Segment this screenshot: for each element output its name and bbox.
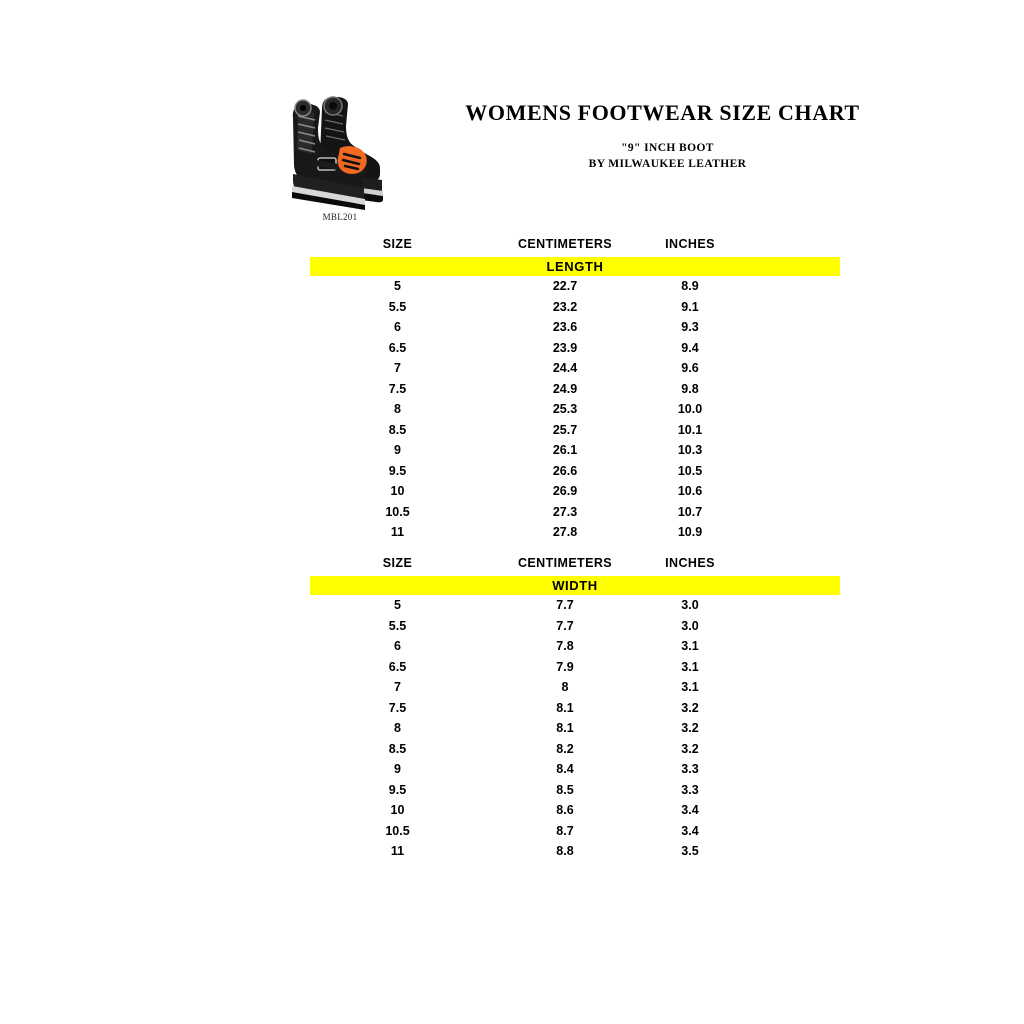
- cell-size: 10: [390, 803, 405, 817]
- cell-size: 8: [394, 402, 401, 416]
- table-row: [310, 338, 840, 359]
- cell-spacer: [735, 502, 840, 523]
- cell-size: 9.5: [388, 782, 407, 797]
- cell-centimeters: 8.8: [556, 844, 574, 858]
- cell-spacer: [735, 821, 840, 842]
- cell-centimeters: 8.1: [556, 721, 574, 735]
- section-band-label: LENGTH: [310, 257, 840, 276]
- cell-spacer: [735, 297, 840, 318]
- cell-inches: 3.3: [681, 782, 699, 797]
- cell-size: 5.5: [388, 618, 407, 633]
- cell-spacer: [735, 317, 840, 338]
- cell-inches: 3.0: [681, 598, 699, 612]
- table-row: [310, 739, 840, 760]
- subtitle-brand: BY MILWAUKEE LEATHER: [588, 158, 747, 170]
- table-row: [310, 657, 840, 678]
- cell-size: 10: [390, 484, 405, 498]
- width-size-table: [310, 553, 840, 862]
- table-row: [310, 379, 840, 400]
- cell-centimeters: 22.7: [552, 279, 578, 293]
- cell-spacer: [735, 522, 840, 543]
- cell-inches: 10.9: [677, 525, 703, 539]
- cell-spacer: [735, 440, 840, 461]
- table-row: [310, 317, 840, 338]
- column-header-size: SIZE: [382, 556, 413, 570]
- cell-size: 6: [394, 320, 401, 334]
- cell-inches: 10.3: [677, 443, 703, 457]
- cell-size: 10.5: [385, 823, 410, 838]
- cell-spacer: [735, 698, 840, 719]
- cell-centimeters: 7.8: [556, 639, 574, 653]
- cell-spacer: [735, 677, 840, 698]
- boot-illustration-svg: [270, 70, 410, 210]
- cell-inches: 3.1: [681, 680, 699, 694]
- table-row: [310, 595, 840, 616]
- cell-size: 5.5: [388, 299, 407, 314]
- column-header-centimeters: CENTIMETERS: [518, 556, 612, 570]
- cell-centimeters: 7.7: [556, 598, 574, 612]
- cell-spacer: [735, 399, 840, 420]
- cell-size: 11: [390, 525, 405, 539]
- cell-inches: 9.8: [681, 381, 699, 396]
- cell-size: 8: [394, 721, 401, 735]
- table-row: [310, 420, 840, 441]
- cell-centimeters: 27.3: [552, 504, 578, 519]
- cell-inches: 3.2: [681, 741, 699, 756]
- cell-centimeters: 24.4: [552, 361, 578, 375]
- cell-spacer: [735, 379, 840, 400]
- cell-inches: 10.6: [677, 484, 703, 498]
- cell-centimeters: 25.7: [552, 422, 578, 437]
- cell-spacer: [735, 657, 840, 678]
- section-band-width: [310, 576, 840, 595]
- width-table-wrapper: [310, 553, 840, 862]
- column-header-inches: INCHES: [665, 237, 715, 251]
- cell-centimeters: 8.4: [556, 762, 574, 776]
- cell-spacer: [735, 461, 840, 482]
- cell-spacer: [735, 739, 840, 760]
- table-header-row: [310, 553, 840, 576]
- cell-size: 8.5: [388, 741, 407, 756]
- cell-centimeters: 27.8: [552, 525, 578, 539]
- table-row: [310, 800, 840, 821]
- cell-size: 5: [394, 279, 401, 293]
- product-code-label: MBL201: [322, 212, 358, 222]
- cell-size: 6.5: [388, 340, 407, 355]
- column-header-spacer: [735, 234, 840, 257]
- cell-spacer: [735, 636, 840, 657]
- cell-centimeters: 8: [561, 680, 569, 694]
- cell-centimeters: 7.9: [556, 659, 574, 674]
- cell-inches: 3.1: [681, 659, 699, 674]
- cell-spacer: [735, 276, 840, 297]
- cell-centimeters: 8.1: [556, 700, 574, 715]
- cell-spacer: [735, 420, 840, 441]
- cell-centimeters: 23.2: [552, 299, 578, 314]
- cell-inches: 3.4: [681, 823, 699, 838]
- table-row: [310, 841, 840, 862]
- cell-size: 10.5: [385, 504, 410, 519]
- table-row: [310, 780, 840, 801]
- cell-size: 8.5: [388, 422, 407, 437]
- cell-inches: 10.0: [677, 402, 703, 416]
- table-row: [310, 481, 840, 502]
- subtitle-boot-height: "9" INCH BOOT: [621, 142, 714, 154]
- cell-spacer: [735, 780, 840, 801]
- table-row: [310, 522, 840, 543]
- table-row: [310, 677, 840, 698]
- section-band-label: WIDTH: [310, 576, 840, 595]
- cell-inches: 10.5: [677, 463, 703, 478]
- cell-centimeters: 25.3: [552, 402, 578, 416]
- column-header-size: SIZE: [382, 237, 413, 251]
- cell-size: 7: [394, 361, 401, 375]
- cell-inches: 3.2: [681, 721, 699, 735]
- cell-inches: 10.7: [677, 504, 703, 519]
- cell-inches: 8.9: [681, 279, 699, 293]
- table-row: [310, 399, 840, 420]
- cell-spacer: [735, 759, 840, 780]
- cell-size: 6.5: [388, 659, 407, 674]
- cell-centimeters: 24.9: [552, 381, 578, 396]
- cell-size: 5: [394, 598, 401, 612]
- length-size-table: [310, 234, 840, 543]
- cell-centimeters: 26.9: [552, 484, 578, 498]
- cell-inches: 3.4: [681, 803, 699, 817]
- section-band-length: [310, 257, 840, 276]
- cell-centimeters: 8.6: [556, 803, 574, 817]
- cell-spacer: [735, 841, 840, 862]
- cell-centimeters: 23.9: [552, 340, 578, 355]
- cell-inches: 3.3: [681, 762, 699, 776]
- cell-inches: 9.6: [681, 361, 699, 375]
- cell-spacer: [735, 481, 840, 502]
- table-header-row: [310, 234, 840, 257]
- cell-inches: 3.1: [681, 639, 699, 653]
- table-row: [310, 718, 840, 739]
- table-row: [310, 502, 840, 523]
- cell-inches: 9.3: [681, 320, 699, 334]
- cell-centimeters: 23.6: [552, 320, 578, 334]
- cell-size: 11: [390, 844, 405, 858]
- cell-size: 7: [394, 680, 401, 694]
- length-table-wrapper: [310, 234, 840, 543]
- cell-spacer: [735, 338, 840, 359]
- product-image-block: [270, 70, 410, 222]
- cell-size: 9.5: [388, 463, 407, 478]
- cell-spacer: [735, 718, 840, 739]
- cell-size: 7.5: [388, 381, 407, 396]
- cell-inches: 3.5: [681, 844, 699, 858]
- title-block: [435, 100, 890, 170]
- cell-inches: 9.4: [681, 340, 699, 355]
- cell-centimeters: 8.5: [556, 782, 574, 797]
- document-header: [270, 70, 890, 230]
- cell-inches: 3.0: [681, 618, 699, 633]
- table-row: [310, 461, 840, 482]
- table-row: [310, 636, 840, 657]
- table-row: [310, 358, 840, 379]
- column-header-spacer: [735, 553, 840, 576]
- cell-size: 9: [394, 443, 401, 457]
- cell-centimeters: 26.6: [552, 463, 578, 478]
- cell-size: 7.5: [388, 700, 407, 715]
- cell-inches: 10.1: [677, 422, 703, 437]
- cell-centimeters: 26.1: [552, 443, 578, 457]
- boot-photo: [270, 70, 410, 210]
- table-row: [310, 440, 840, 461]
- cell-inches: 3.2: [681, 700, 699, 715]
- cell-size: 9: [394, 762, 401, 776]
- table-row: [310, 698, 840, 719]
- page-title: WOMENS FOOTWEAR SIZE CHART: [465, 100, 860, 125]
- table-row: [310, 297, 840, 318]
- table-row: [310, 759, 840, 780]
- cell-size: 6: [394, 639, 401, 653]
- table-row: [310, 821, 840, 842]
- cell-spacer: [735, 595, 840, 616]
- cell-centimeters: 8.7: [556, 823, 574, 838]
- table-row: [310, 276, 840, 297]
- cell-centimeters: 7.7: [556, 618, 574, 633]
- cell-centimeters: 8.2: [556, 741, 574, 756]
- cell-inches: 9.1: [681, 299, 699, 314]
- column-header-centimeters: CENTIMETERS: [518, 237, 612, 251]
- cell-spacer: [735, 800, 840, 821]
- cell-spacer: [735, 616, 840, 637]
- cell-spacer: [735, 358, 840, 379]
- table-row: [310, 616, 840, 637]
- column-header-inches: INCHES: [665, 556, 715, 570]
